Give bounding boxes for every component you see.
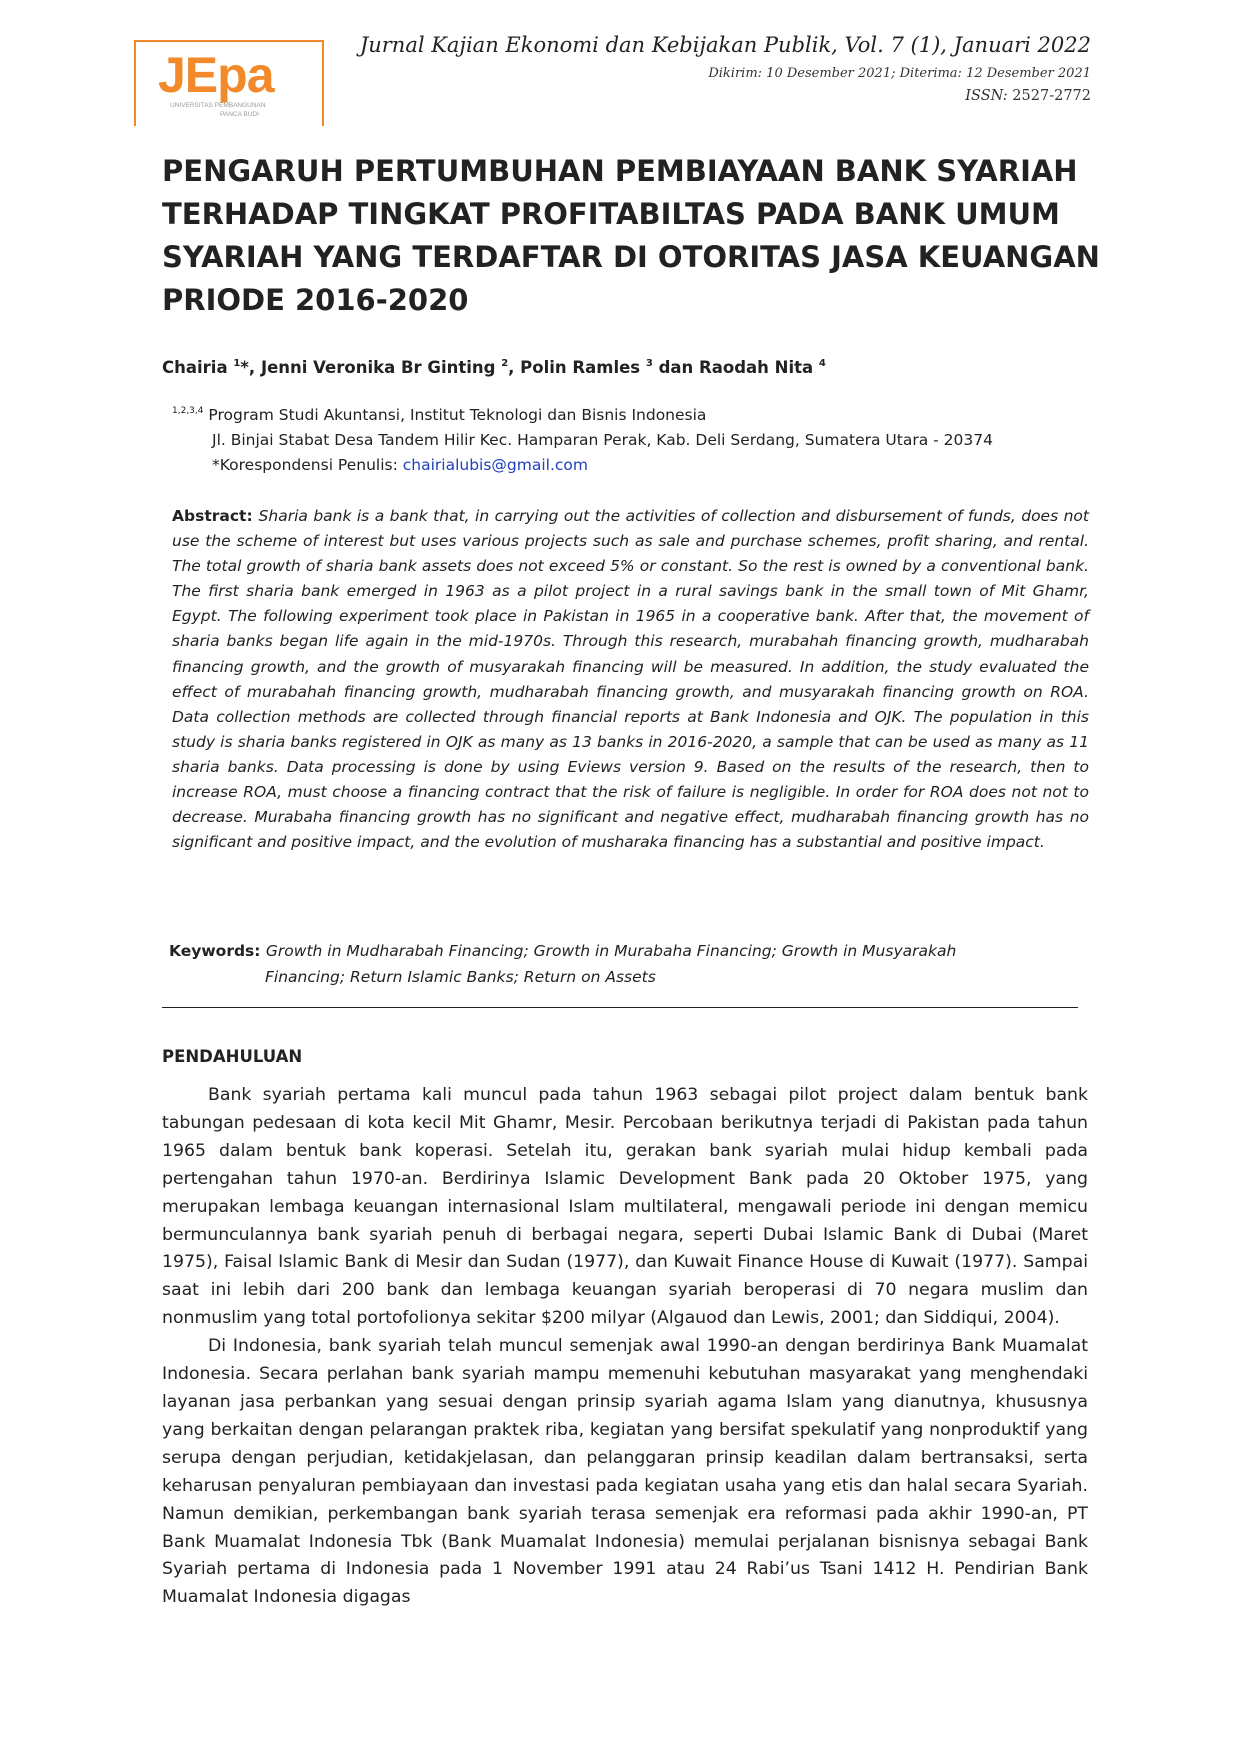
abstract-text: Sharia bank is a bank that, in carrying out the activities of collection and disbursement of funds, does not use the scheme of interest but uses various projects such as sale and purchase schemes, profit sharing, and rental. The total growth of sharia bank assets does not exceed 5% or constant. So the rest is owned by a conventional bank. The first sharia bank emerged in 1963 as a pilot project in a rural savings bank in the small town of Mit Ghamr, Egypt. The following experiment took place in Pakistan in 1965 in a cooperative bank. After that, the movement of sharia banks began life again in the mid-1970s. Through this research, murabahah financing growth, mudharabah financing growth, and the growth of musyarakah financing will be measured. In addition, the study evaluated the effect of murabahah financing growth, mudharabah financing growth, and musyarakah financing growth on ROA. Data collection methods are collected through financial reports at Bank Indonesia and OJK. The population in this study is sharia banks registered in OJK as many as 13 banks in 2016-2020, a sample that can be used as many as 11 sharia banks. Data processing is done by using Eviews version 9. Based on the results of the research, then to increase ROA, must choose a financing contract that the risk of failure is negligible. In order for ROA does not not to decrease. Murabaha financing growth has no significant and negative effect, mudharabah financing growth has no significant and positive impact, and the evolution of musharaka financing has a substantial and positive impact. [172,507,1089,852]
affiliation-block [172,399,993,478]
title-line: PRIODE 2016-2020 [162,283,469,317]
affiliation-program [172,399,993,428]
submission-dates: Dikirim: 10 Desember 2021; Diterima: 12 Desember 2021 [708,66,1091,81]
correspondence-label: *Korespondensi Penulis: [212,456,403,474]
title-line: SYARIAH YANG TERDAFTAR DI OTORITAS JASA KEUANGAN [162,240,1100,274]
keywords-text: Financing; Return Islamic Banks; Return on Assets [265,968,656,986]
abstract-colon: : [246,507,259,525]
section-divider [162,1007,1078,1008]
title-line: PENGARUH PERTUMBUHAN PEMBIAYAAN BANK SYARIAH [162,154,1078,188]
author-affiliation-mark: 4 [818,358,826,369]
issn-value: 2527-2772 [1007,88,1091,104]
keywords-label: Keywords [169,942,255,960]
abstract [172,504,1089,855]
title-line: TERHADAP TINGKAT PROFITABILTAS PADA BANK UMUM [162,197,1060,231]
issn [965,88,1091,104]
affiliation-address: Jl. Binjai Stabat Desa Tandem Hilir Kec. Hamparan Perak, Kab. Deli Serdang, Sumatera Utara - 20374 [212,431,993,449]
journal-logo: JEpa [158,47,274,103]
journal-title: Jurnal Kajian Ekonomi dan Kebijakan Publik, Vol. 7 (1), Januari 2022 [359,33,1091,57]
keywords [169,938,1089,990]
affiliation-mark: 1,2,3,4 [172,406,204,416]
author-name: , Polin Ramles [508,358,646,377]
keywords-text: Growth in Mudharabah Financing; Growth in Murabaha Financing; Growth in Musyarakah [265,942,957,960]
correspondence-email-link[interactable]: chairialubis@gmail.com [402,456,589,474]
section-body [162,1082,1088,1612]
abstract-label: Abstract [172,507,247,525]
author-name: Chairia [162,358,234,377]
author-affiliation-mark: 3 [645,358,653,369]
logo-subtitle [170,101,290,119]
affiliation-program-text: Program Studi Akuntansi, Institut Teknologi dan Bisnis Indonesia [203,406,707,424]
body-paragraph: Bank syariah pertama kali muncul pada tahun 1963 sebagai pilot project dalam bentuk bank tabungan pedesaan di kota kecil Mit Ghamr, Mesir. Percobaan berikutnya terjadi di Pakistan pada tahun 1965 dalam bentuk bank koperasi. Setelah itu, gerakan bank syariah mulai hidup kembali pada pertengahan tahun 1970-an. Berdirinya Islamic Development Bank pada 20 Oktober 1975, yang merupakan lembaga keuangan internasional Islam multilateral, mengawali periode ini dengan memicu bermunculannya bank syariah penuh di berbagai negara, seperti Dubai Islamic Bank di Dubai (Maret 1975), Faisal Islamic Bank di Mesir dan Sudan (1977), dan Kuwait Finance House di Kuwait (1977). Sampai saat ini lebih dari 200 bank dan lembaga keuangan syariah beroperasi di 70 negara muslim dan nonmuslim yang total portofolionya sekitar $200 milyar (Algauod dan Lewis, 2001; dan Siddiqui, 2004). [162,1085,1088,1329]
keywords-colon: : [254,942,266,960]
issn-label: ISSN: [965,88,1008,104]
paper-title [162,150,1102,322]
correspondence [172,453,993,478]
body-paragraph: Di Indonesia, bank syariah telah muncul semenjak awal 1990-an dengan berdirinya Bank Muamalat Indonesia. Secara perlahan bank syariah mampu memenuhi kebutuhan masyarakat yang menghendaki layanan jasa perbankan yang sesuai dengan prinsip syariah agama Islam yang dianutnya, khususnya yang berkaitan dengan pelarangan praktek riba, kegiatan yang bersifat spekulatif yang nonproduktif yang serupa dengan perjudian, ketidakjelasan, dan pelanggaran prinsip keadilan dalam bertransaksi, serta keharusan penyaluran pembiayaan dan investasi pada kegiatan usaha yang etis dan halal secara Syariah. Namun demikian, perkembangan bank syariah terasa semenjak era reformasi pada akhir 1990-an, PT Bank Muamalat Indonesia Tbk (Bank Muamalat Indonesia) memulai perjalanan bisnisnya sebagai Bank Syariah pertama di Indonesia pada 1 November 1991 atau 24 Rabi’us Tsani 1412 H. Pendirian Bank Muamalat Indonesia digagas [162,1336,1088,1608]
logo-subtitle-line2: PANCA BUDI [220,111,259,118]
author-name: dan Raodah Nita [652,358,819,377]
logo-subtitle-line1: UNIVERSITAS PEMBANGUNAN [170,102,266,109]
author-list [162,358,826,377]
author-affiliation-mark: 1 [233,358,241,369]
author-name: *, Jenni Veronika Br Ginting [240,358,502,377]
author-affiliation-mark: 2 [501,358,509,369]
section-heading: PENDAHULUAN [162,1047,303,1066]
